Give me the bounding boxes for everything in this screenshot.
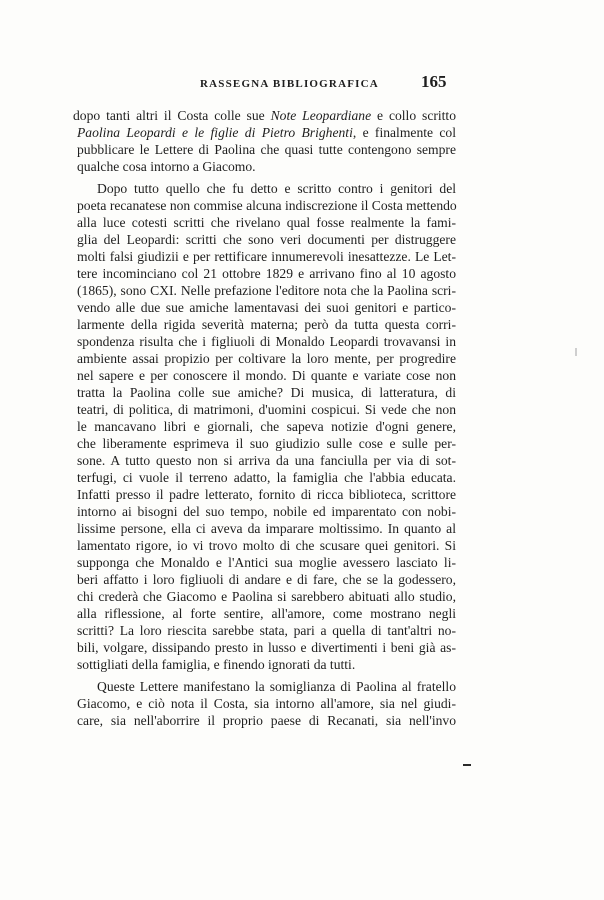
- text-line: intorno ai bisogni del suo tempo, nobile ed imparentato con nobi-: [77, 504, 456, 519]
- text-line: tere incominciano col 21 ottobre 1829 e arrivano fino al 10 agosto: [77, 266, 456, 281]
- text-line: qualche cosa intorno a Giacomo.: [77, 159, 256, 174]
- text-line: larmente della rigida severità materna; però da tutta questa corri-: [77, 317, 456, 332]
- text-line: alla riflessione, al forte sentire, all'amore, come mostrano negli: [77, 606, 456, 621]
- text-run: , e finalmente col: [352, 125, 456, 140]
- text-line: Giacomo, e ciò nota il Costa, sia intorno all'amore, sia nel giudi-: [77, 696, 456, 711]
- text-line: (1865), sono CXI. Nelle prefazione l'editore nota che la Paolina scri-: [77, 283, 456, 298]
- text-line: chi crederà che Giacomo e Paolina si sarebbero abituati allo studio,: [77, 589, 456, 604]
- text-line: le mancavano libri e giornali, che sapeva notizie d'ogni genere,: [77, 419, 456, 434]
- text-run: dopo tanti altri il Costa colle sue: [73, 108, 271, 123]
- text-line: lamentato rigore, io vi trovo molto di che scusare quei genitori. Si: [77, 538, 456, 553]
- text-line: ambiente assai propizio per coltivare la loro mente, per progredire: [77, 351, 456, 366]
- text-line: supponga che Monaldo e l'Antici sua moglie avessero lasciato li-: [77, 555, 456, 570]
- running-title: RASSEGNA BIBLIOGRAFICA: [200, 78, 379, 90]
- text-line: bili, volgare, dissipando presto in lusso e divertimenti i beni già as-: [77, 640, 456, 655]
- text-line: scritti? La loro riescita sarebbe stata, pari a quella di tant'altri no-: [77, 623, 456, 638]
- text-run: e collo scritto: [371, 108, 457, 123]
- page-number: 165: [421, 72, 447, 91]
- text-line: molti falsi giudizii e per rettificare innumerevoli inesattezze. Le Let-: [77, 249, 456, 264]
- text-line: sottigliati della famiglia, e finendo ignorati da tutti.: [77, 657, 356, 672]
- text-line: terfugi, ci vuole il terreno adatto, la famiglia che l'abbia educata.: [77, 470, 456, 485]
- text-line: che liberamente esprimeva il suo giudizio sulle cose e sulle per-: [77, 436, 456, 451]
- text-line: nel sapere e per conoscere il mondo. Di quante e variate cose non: [77, 368, 456, 383]
- text-line: sone. A tutto questo non si arriva da una fanciulla per via di sot-: [77, 453, 456, 468]
- text-line: teatri, di politica, di matrimoni, d'uomini cospicui. Si vede che non: [77, 402, 456, 417]
- text-line: beri affatto i loro figliuoli di andare e di fare, che se la godessero,: [77, 572, 456, 587]
- italic-title: Paolina Leopardi e le figlie di Pietro Brighenti: [77, 125, 353, 140]
- text-line: poeta recanatese non commise alcuna indiscrezione il Costa mettendo: [77, 198, 457, 213]
- text-line: Queste Lettere manifestano la somiglianza di Paolina al fratello: [97, 679, 456, 694]
- text-line: vendo alle due sue amiche lamentavasi dei suoi genitori e partico-: [77, 300, 456, 315]
- running-head: [0, 72, 604, 98]
- text-line: [73, 108, 456, 124]
- text-line: Dopo tutto quello che fu detto e scritto contro i genitori del: [97, 181, 456, 196]
- text-line: glia del Leopardi: scritti che sono veri documenti per distruggere: [77, 232, 456, 247]
- catchword-mark: [463, 764, 471, 766]
- text-line: [77, 125, 456, 141]
- text-line: Infatti presso il padre letterato, fornito di ricca biblioteca, scrittore: [77, 487, 456, 502]
- text-line: alla luce cotesti scritti che rivelano qual fosse realmente la fami-: [77, 215, 456, 230]
- text-line: spondenza risulta che i figliuoli di Monaldo Leopardi trovavansi in: [77, 334, 456, 349]
- margin-speck: [575, 348, 577, 356]
- text-line: care, sia nell'aborrire il proprio paese di Recanati, sia nell'invo: [77, 713, 456, 728]
- text-line: lissime persone, ella ci aveva da imparare moltissimo. In quanto al: [77, 521, 456, 536]
- text-line: tratta la Paolina colle sue amiche? Di musica, di latteratura, di: [77, 385, 456, 400]
- text-line: pubblicare le Lettere di Paolina che quasi tutte contengono sempre: [77, 142, 456, 157]
- italic-title: Note Leopardiane: [270, 108, 372, 123]
